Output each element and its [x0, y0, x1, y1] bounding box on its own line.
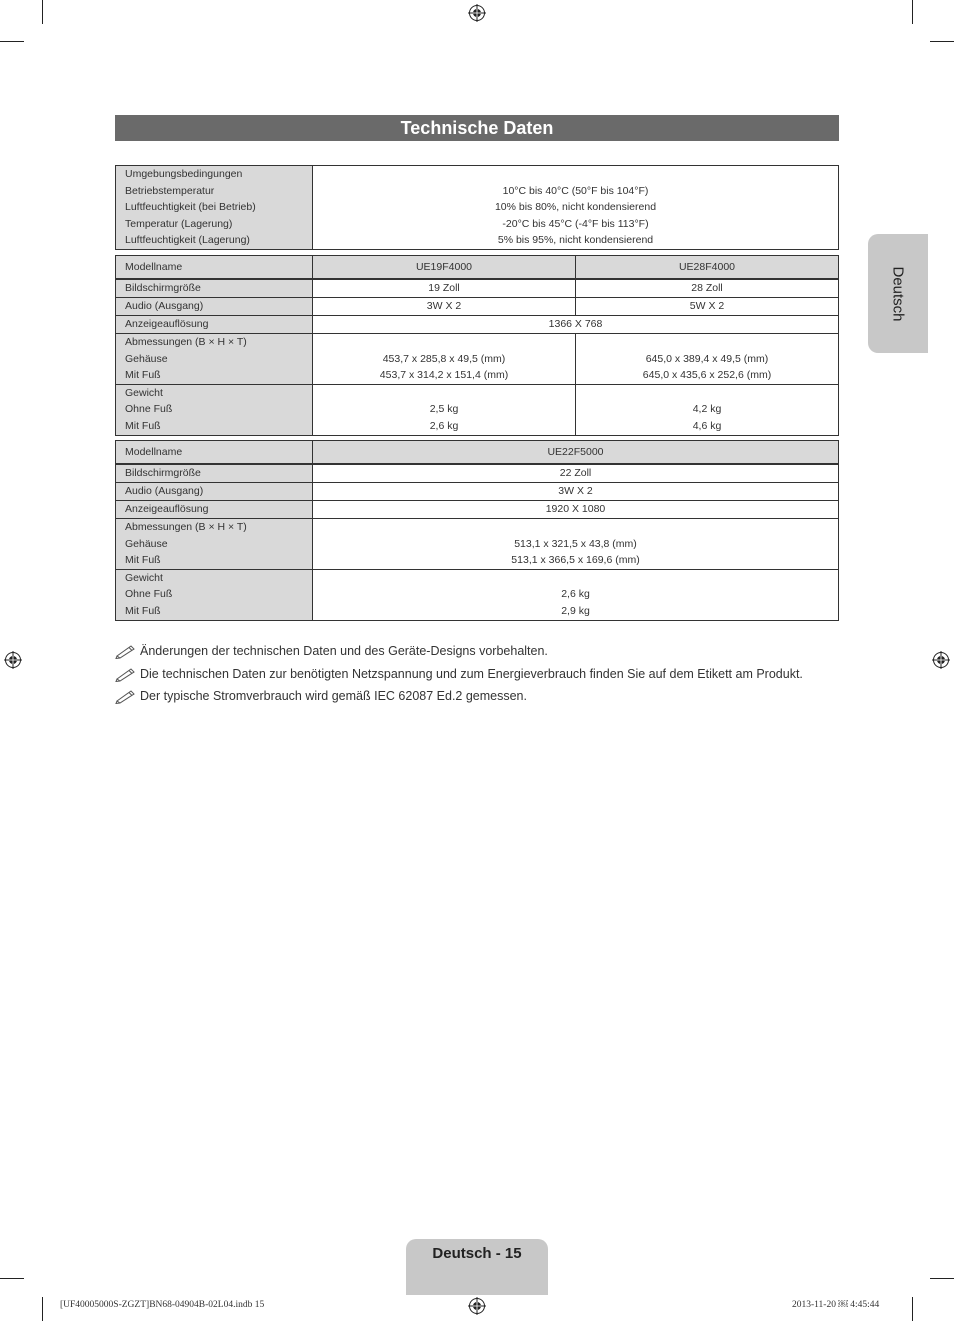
weight-label: Gewicht — [125, 571, 163, 584]
weight-value: 4,2 kg — [692, 403, 722, 416]
table-row — [116, 334, 839, 385]
audio-label: Audio (Ausgang) — [116, 483, 313, 501]
dimensions-value: 513,1 x 366,5 x 169,6 (mm) — [511, 554, 640, 567]
dimensions-label: Mit Fuß — [125, 554, 161, 567]
table-row — [116, 569, 839, 620]
crop-mark — [0, 1278, 24, 1279]
weight-label: Mit Fuß — [125, 604, 161, 617]
dimensions-value: 513,1 x 321,5 x 43,8 (mm) — [514, 537, 637, 550]
crop-mark — [930, 1278, 954, 1279]
env-label: Luftfeuchtigkeit (bei Betrieb) — [125, 201, 256, 214]
model-name: UE22F5000 — [313, 441, 839, 465]
page-number: Deutsch - 15 — [432, 1245, 522, 1262]
table-row — [116, 519, 839, 570]
weight-labels — [116, 569, 313, 620]
crop-mark — [912, 1297, 913, 1321]
audio-value: 3W X 2 — [313, 483, 839, 501]
dimensions-value: 645,0 x 435,6 x 252,6 (mm) — [642, 369, 772, 382]
note-text: Der typische Stromverbrauch wird gemäß IEC 62087 Ed.2 gemessen. — [140, 689, 527, 704]
screen-size-value: 28 Zoll — [576, 279, 839, 298]
note-item — [115, 663, 839, 686]
weight-values — [576, 384, 839, 435]
resolution-label: Anzeigeauflösung — [116, 501, 313, 519]
registration-mark-icon — [932, 651, 950, 669]
screen-size-value: 22 Zoll — [313, 464, 839, 483]
dimensions-value: 453,7 x 314,2 x 151,4 (mm) — [379, 369, 509, 382]
audio-value: 3W X 2 — [313, 298, 576, 316]
env-label: Luftfeuchtigkeit (Lagerung) — [125, 234, 250, 247]
note-item — [115, 685, 839, 708]
environment-values — [313, 166, 839, 250]
crop-mark — [912, 0, 913, 24]
model-label: Modellname — [116, 256, 313, 280]
weight-labels — [116, 384, 313, 435]
env-label: Umgebungsbedingungen — [125, 168, 243, 180]
screen-size-label: Bildschirmgröße — [116, 279, 313, 298]
weight-values — [313, 384, 576, 435]
weight-value: 2,6 kg — [429, 419, 459, 432]
env-value: 10% bis 80%, nicht kondensierend — [494, 201, 657, 214]
environment-labels — [116, 166, 313, 250]
table-row — [116, 441, 839, 465]
weight-label: Ohne Fuß — [125, 588, 173, 601]
dimensions-labels — [116, 519, 313, 570]
dimensions-label: Mit Fuß — [125, 369, 161, 382]
crop-mark — [42, 1297, 43, 1321]
env-label: Betriebstemperatur — [125, 184, 215, 197]
env-value: -20°C bis 45°C (-4°F bis 113°F) — [502, 217, 649, 230]
model-name: UE28F4000 — [576, 256, 839, 280]
registration-mark-icon — [4, 651, 22, 669]
environment-table — [115, 165, 839, 250]
crop-mark — [42, 0, 43, 24]
dimensions-label: Gehäuse — [125, 352, 168, 365]
registration-mark-icon — [468, 1297, 486, 1315]
table-row — [116, 298, 839, 316]
pencil-note-icon — [115, 643, 137, 659]
crop-mark — [0, 41, 24, 42]
weight-values — [313, 569, 839, 620]
dimensions-values — [313, 519, 839, 570]
resolution-label: Anzeigeauflösung — [116, 316, 313, 334]
note-text: Die technischen Daten zur benötigten Netzspannung und zum Energieverbrauch finden Sie auf dem Etikett am Produkt. — [140, 666, 803, 681]
audio-value: 5W X 2 — [576, 298, 839, 316]
resolution-value: 1366 X 768 — [313, 316, 839, 334]
weight-label: Ohne Fuß — [125, 403, 173, 416]
screen-size-label: Bildschirmgröße — [116, 464, 313, 483]
spec-table-f4000 — [115, 255, 839, 436]
dimensions-label: Abmessungen (B × H × T) — [125, 521, 247, 533]
dimensions-value: 645,0 x 389,4 x 49,5 (mm) — [645, 352, 769, 365]
print-file-info: [UF40005000S-ZGZT]BN68-04904B-02L04.indb 15 — [60, 1300, 265, 1310]
table-row — [116, 166, 839, 250]
dimensions-label: Abmessungen (B × H × T) — [125, 336, 247, 348]
pencil-note-icon — [115, 688, 137, 704]
crop-mark — [930, 41, 954, 42]
dimensions-label: Gehäuse — [125, 537, 168, 550]
note-item — [115, 640, 839, 663]
table-row — [116, 384, 839, 435]
table-row — [116, 256, 839, 280]
table-row — [116, 464, 839, 483]
weight-value: 4,6 kg — [692, 419, 722, 432]
registration-mark-icon — [468, 4, 486, 22]
model-name: UE19F4000 — [313, 256, 576, 280]
weight-label: Gewicht — [125, 386, 163, 399]
weight-label: Mit Fuß — [125, 419, 161, 432]
env-value: 5% bis 95%, nicht kondensierend — [497, 234, 654, 247]
resolution-value: 1920 X 1080 — [313, 501, 839, 519]
table-row — [116, 501, 839, 519]
page-number-tab — [406, 1239, 548, 1295]
weight-value: 2,9 kg — [561, 604, 590, 617]
weight-value: 2,5 kg — [429, 403, 459, 416]
language-side-tab-label: Deutsch — [889, 265, 907, 322]
notes-list — [115, 640, 839, 708]
env-label: Temperatur (Lagerung) — [125, 217, 233, 230]
env-value — [317, 166, 834, 183]
page-title: Technische Daten — [115, 115, 839, 141]
model-label: Modellname — [116, 441, 313, 465]
table-row — [116, 483, 839, 501]
screen-size-value: 19 Zoll — [313, 279, 576, 298]
note-text: Änderungen der technischen Daten und des Geräte-Designs vorbehalten. — [140, 644, 548, 659]
table-row — [116, 316, 839, 334]
weight-value: 2,6 kg — [561, 588, 590, 601]
pencil-note-icon — [115, 666, 137, 682]
dimensions-values — [576, 334, 839, 385]
table-row — [116, 279, 839, 298]
dimensions-value: 453,7 x 285,8 x 49,5 (mm) — [382, 352, 506, 365]
dimensions-labels — [116, 334, 313, 385]
env-value: 10°C bis 40°C (50°F bis 104°F) — [502, 184, 649, 197]
spec-table-f5000 — [115, 440, 839, 621]
dimensions-values — [313, 334, 576, 385]
language-side-tab — [868, 234, 928, 353]
print-timestamp: 2013-11-20 ￼ 4:45:44 — [792, 1300, 880, 1310]
audio-label: Audio (Ausgang) — [116, 298, 313, 316]
